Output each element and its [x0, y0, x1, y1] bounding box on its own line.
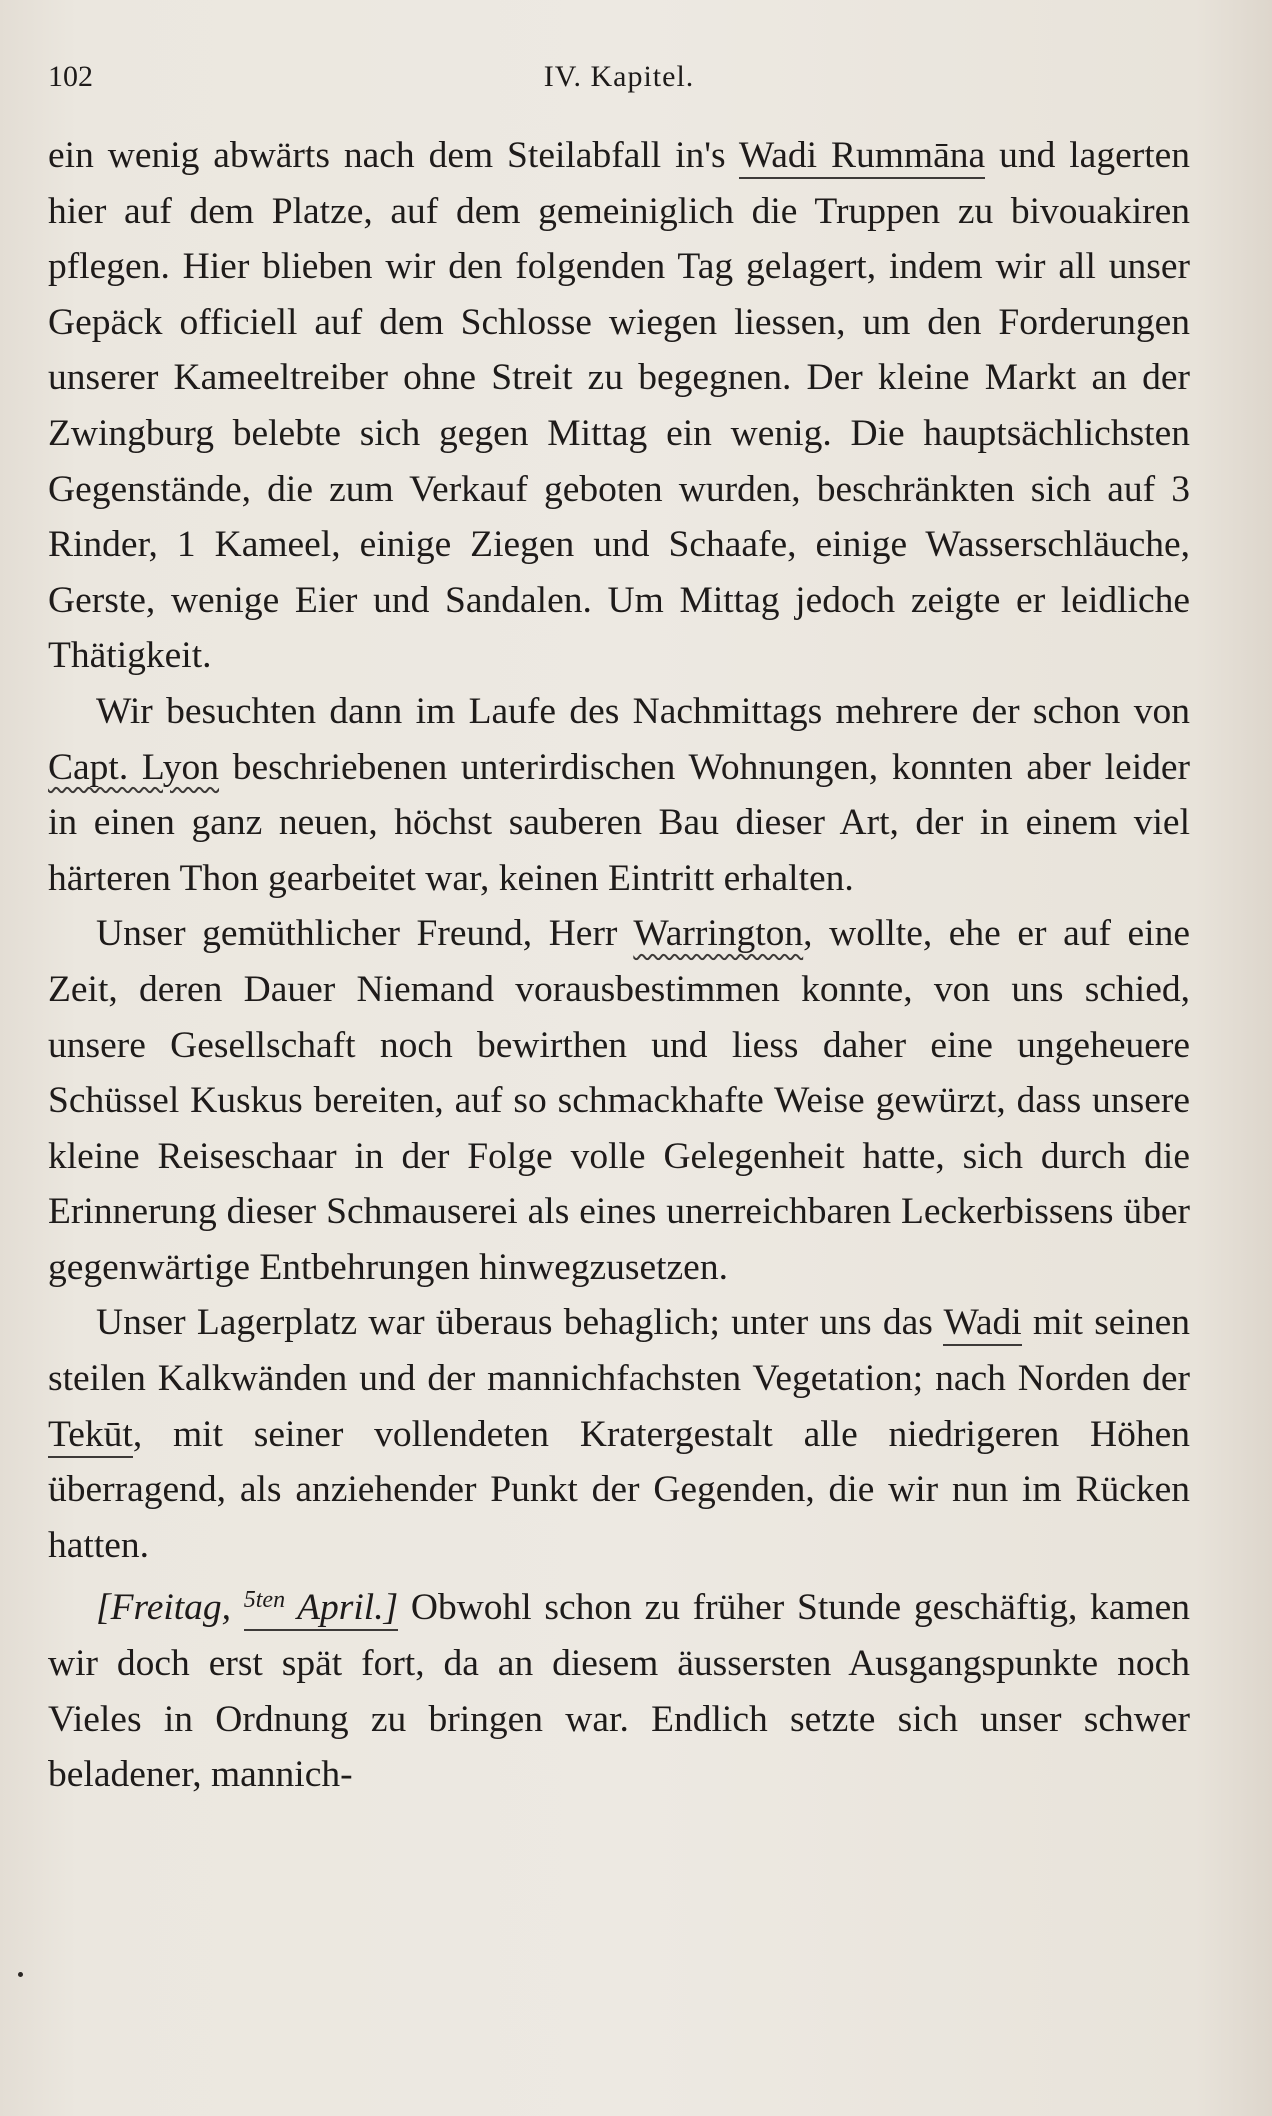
- page-header: [48, 60, 1190, 100]
- place-name-wadi: Wadi: [943, 1302, 1021, 1346]
- margin-dot-mark: [18, 1972, 23, 1977]
- page-number: 102: [48, 60, 93, 93]
- place-name-wadi-rummana: Wadi Rummāna: [739, 135, 985, 179]
- body-text: [48, 128, 1190, 1803]
- paragraph: [48, 684, 1190, 906]
- text-run: Unser Lagerplatz war überaus behaglich; unter uns das: [96, 1302, 944, 1344]
- date-note-text: [Freitag,: [96, 1587, 244, 1629]
- text-run: ein wenig abwärts nach dem Steilabfall in's: [48, 135, 739, 176]
- date-note-text: April.]: [285, 1587, 399, 1629]
- paragraph: [48, 1573, 1190, 1802]
- paragraph: [48, 1295, 1190, 1573]
- date-note-superscript: 5ten: [243, 1587, 286, 1614]
- text-run: Unser gemüthlicher Freund, Herr: [96, 913, 634, 955]
- text-run: Obwohl schon zu früher Stunde geschäftig, kamen wir doch erst spät fort, da an diesem äussersten Ausgangspunkte noch Vieles in Ordnung zu bringen war. Endlich setzte sich unser schwer beladener, mannich-: [48, 1587, 1190, 1796]
- person-name-capt-lyon: Capt. Lyon: [48, 746, 220, 788]
- text-run: , wollte, ehe er auf eine Zeit, deren Dauer Niemand vorausbestimmen konnte, von uns schied, unsere Gesellschaft noch bewirthen und liess daher eine ungeheuere Schüssel Kuskus bereiten, auf so schmackhafte Weise gewürzt, dass unsere kleine Reiseschaar in der Folge volle Gelegenheit hatte, sich durch die Erinnerung dieser Schmauserei als eines unerreichbaren Leckerbissens über gegenwärtige Entbehrungen hinwegzusetzen.: [48, 913, 1190, 1288]
- running-head: IV. Kapitel.: [543, 60, 695, 93]
- place-name-tekut: Tekūt: [48, 1414, 133, 1458]
- paragraph: [48, 906, 1190, 1295]
- text-run: beschriebenen unterirdischen Wohnungen, konnten aber leider in einen ganz neuen, höchst sauberen Bau dieser Art, der in einem viel härteren Thon gearbeitet war, keinen Eintritt erhalten.: [48, 746, 1190, 899]
- person-name-warrington: Warrington: [633, 913, 804, 955]
- paragraph: [48, 128, 1190, 684]
- text-run: , mit seiner vollendeten Kratergestalt alle niedrigeren Höhen überragend, als anziehender Punkt der Gegenden, die wir nun im Rücken hatten.: [48, 1413, 1190, 1566]
- date-note: [96, 1587, 398, 1631]
- text-run: und lagerten hier auf dem Platze, auf dem gemeiniglich die Truppen zu bivouakiren pflegen. Hier blieben wir den folgenden Tag gelagert, indem wir all unser Gepäck officiell auf dem Schlosse wiegen liessen, um den Forderungen unserer Kameeltreiber ohne Streit zu begegnen. Der kleine Markt an der Zwingburg belebte sich gegen Mittag ein wenig. Die hauptsächlichsten Gegenstände, die zum Verkauf geboten wurden, beschränkten sich auf 3 Rinder, 1 Kameel, einige Ziegen und Schaafe, einige Wasserschläuche, Gerste, wenige Eier und Sandalen. Um Mittag jedoch zeigte er leidliche Thätigkeit.: [48, 135, 1191, 677]
- text-run: Wir besuchten dann im Laufe des Nachmittags mehrere der schon von: [96, 690, 1190, 732]
- text-run: mit seinen steilen Kalkwänden und der mannichfachsten Vegetation; nach Norden der: [48, 1302, 1191, 1400]
